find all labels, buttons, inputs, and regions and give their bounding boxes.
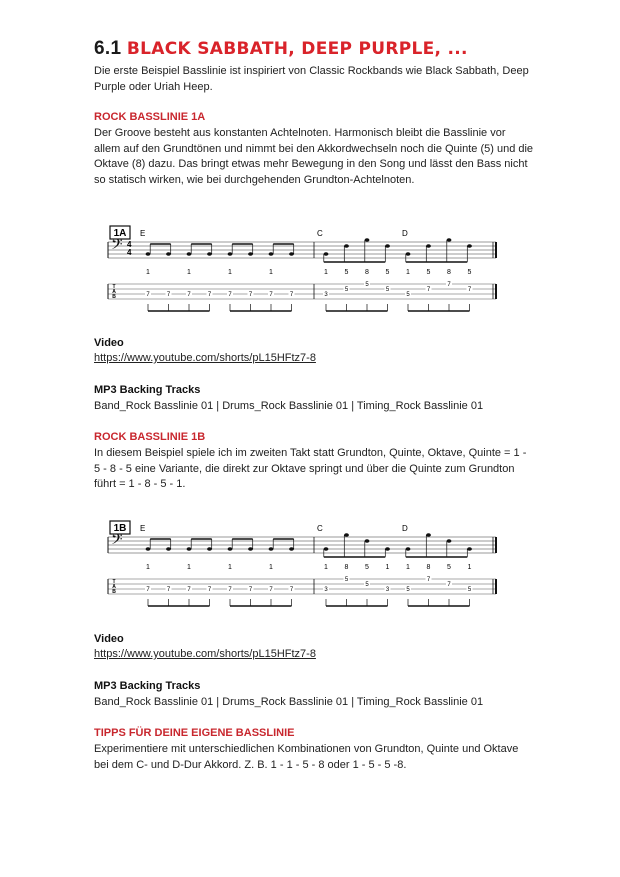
note-head [289, 252, 294, 256]
tab-label: 1A [113, 228, 127, 239]
chord-symbol: D [402, 524, 408, 533]
tab-fret: 3 [324, 587, 328, 593]
tips-title: TIPPS FÜR DEINE EIGENE BASSLINIE [94, 727, 295, 739]
tab-fret: 5 [365, 582, 369, 588]
note-head [146, 547, 151, 551]
note-head [269, 547, 274, 551]
note-head [406, 547, 411, 551]
section1-title: ROCK BASSLINIE 1A [94, 111, 206, 123]
note-head [248, 252, 253, 256]
interval-number: 1 [269, 269, 273, 276]
tab-fret: 7 [426, 577, 431, 583]
music-staff [108, 238, 496, 276]
note-head [269, 252, 274, 256]
tab-fret: 7 [207, 587, 212, 593]
tab-fret: 7 [146, 292, 150, 298]
section2-mp3-label: MP3 Backing Tracks [94, 680, 201, 692]
interval-number: 5 [365, 564, 369, 571]
note-head [406, 252, 411, 256]
tab-fret: 3 [385, 587, 390, 593]
note-head [187, 252, 192, 256]
note-head [207, 252, 212, 256]
interval-number: 1 [324, 269, 328, 276]
bass-clef-icon: 𝄢 [111, 236, 123, 256]
tab-letter: B [112, 294, 116, 300]
interval-number: 8 [365, 269, 369, 276]
tab-fret: 5 [365, 282, 369, 288]
interval-number: 5 [385, 269, 390, 276]
tab-fret: 5 [467, 587, 472, 593]
tab-fret: 5 [344, 577, 349, 583]
note-head [166, 252, 171, 256]
tab-fret: 7 [269, 587, 273, 593]
tab-label: 1B [113, 523, 127, 534]
music-staff [108, 533, 496, 571]
tab-fret: 7 [289, 587, 294, 593]
section2-video-label: Video [94, 633, 124, 645]
tab-fret: 7 [187, 587, 191, 593]
tab-fret: 5 [406, 587, 410, 593]
heading-number: 6.1 [94, 38, 122, 59]
intro-text: Die erste Beispiel Basslinie ist inspiriert von Classic Rockbands wie Black Sabbath, Deep Purple oder Uriah Heep. [94, 65, 529, 93]
note-head [207, 547, 212, 551]
interval-number: 1 [228, 269, 232, 276]
tab-fret: 7 [248, 587, 253, 593]
time-signature-bottom: 4 [127, 248, 132, 257]
interval-number: 5 [344, 269, 349, 276]
interval-number: 1 [228, 564, 232, 571]
tab-1a-notation [102, 222, 502, 322]
note-head [187, 547, 192, 551]
interval-number: 1 [187, 269, 191, 276]
note-head [447, 238, 452, 242]
note-head [228, 252, 233, 256]
note-head [447, 539, 452, 543]
interval-number: 5 [467, 269, 472, 276]
note-head [146, 252, 151, 256]
tab-1b-notation [102, 517, 502, 617]
tab-staff [108, 281, 496, 311]
tab-fret: 5 [406, 292, 410, 298]
tab-fret: 7 [228, 587, 232, 593]
tab-letter: A [112, 584, 116, 590]
chord-symbol: C [317, 524, 323, 533]
time-signature-top: 4 [127, 240, 132, 249]
note-head [365, 238, 370, 242]
note-head [289, 547, 294, 551]
note-head [248, 547, 253, 551]
interval-number: 1 [146, 564, 150, 571]
tab-fret: 7 [228, 292, 232, 298]
tab-fret: 3 [324, 292, 328, 298]
section1-mp3-tracks: Band_Rock Basslinie 01 | Drums_Rock Basslinie 01 | Timing_Rock Basslinie 01 [94, 400, 484, 412]
interval-number: 1 [467, 564, 472, 571]
interval-number: 1 [324, 564, 328, 571]
section2-text: In diesem Beispiel spiele ich im zweiten Takt statt Grundton, Quinte, Oktave, Quinte = 1 - 5 - 8 - 5 eine Variante, die direkt zur Oktave springt und über die Quinte zum Grundton führt = 1 - 8 - 5 - 1. [94, 447, 527, 491]
section1-video-label: Video [94, 337, 124, 349]
heading-title: BLACK SABBATH, DEEP PURPLE, ... [126, 39, 468, 59]
tab-fret: 5 [385, 287, 390, 293]
tab-fret: 7 [426, 287, 431, 293]
note-head [385, 547, 390, 551]
section2-title: ROCK BASSLINIE 1B [94, 431, 206, 443]
chord-symbol: C [317, 229, 323, 238]
tab-fret: 7 [146, 587, 150, 593]
tab-fret: 7 [166, 292, 171, 298]
tab-letter: T [112, 284, 116, 290]
interval-number: 1 [269, 564, 273, 571]
bass-clef-icon: 𝄢 [111, 531, 123, 551]
note-head [385, 244, 390, 248]
interval-number: 8 [344, 564, 349, 571]
interval-number: 8 [426, 564, 431, 571]
tab-fret: 7 [447, 582, 451, 588]
tab-letter: B [112, 589, 116, 595]
note-head [324, 252, 329, 256]
tips-text: Experimentiere mit unterschiedlichen Kombinationen von Grundton, Quinte und Oktave bei dem C- und D-Dur Akkord. Z. B. 1 - 1 - 5 - 8 oder 1 - 5 - 5 -8. [94, 743, 519, 771]
interval-number: 1 [406, 564, 410, 571]
section1-mp3-label: MP3 Backing Tracks [94, 384, 201, 396]
tab-fret: 7 [269, 292, 273, 298]
tab-letter: A [112, 289, 116, 295]
tab-fret: 5 [344, 287, 349, 293]
tab-fret: 7 [447, 282, 451, 288]
note-head [344, 533, 349, 537]
chord-symbol: E [140, 229, 146, 238]
tab-letter: T [112, 579, 116, 585]
section1-text: Der Groove besteht aus konstanten Achtelnoten. Harmonisch bleibt die Basslinie vor allem auf den Grundtönen und nimmt bei den Akkordwechseln noch die Quinte (5) und die Oktave (8) dazu. Das bringt etwas mehr Bewegung in den Song und lässt den Bass nicht so statisch wirken, wie bei durchgehenden Grundton-Achtelnoten. [94, 127, 534, 186]
tab-fret: 7 [166, 587, 171, 593]
interval-number: 5 [447, 564, 451, 571]
tab-fret: 7 [467, 287, 472, 293]
section1-video-link[interactable]: https://www.youtube.com/shorts/pL15HFtz7-8 [94, 352, 316, 364]
chord-symbol: E [140, 524, 146, 533]
tab-fret: 7 [207, 292, 212, 298]
tab-fret: 7 [187, 292, 191, 298]
interval-number: 1 [146, 269, 150, 276]
interval-number: 1 [187, 564, 191, 571]
note-head [365, 539, 370, 543]
tab-staff [108, 576, 496, 606]
interval-number: 5 [426, 269, 431, 276]
chord-symbol: D [402, 229, 408, 238]
note-head [467, 547, 472, 551]
note-head [467, 244, 472, 248]
tab-fret: 7 [248, 292, 253, 298]
note-head [426, 244, 431, 248]
note-head [324, 547, 329, 551]
tab-fret: 7 [289, 292, 294, 298]
note-head [344, 244, 349, 248]
section2-video-link[interactable]: https://www.youtube.com/shorts/pL15HFtz7-8 [94, 648, 316, 660]
section2-mp3-tracks: Band_Rock Basslinie 01 | Drums_Rock Basslinie 01 | Timing_Rock Basslinie 01 [94, 696, 484, 708]
interval-number: 8 [447, 269, 451, 276]
page-heading [94, 38, 468, 60]
interval-number: 1 [385, 564, 390, 571]
note-head [426, 533, 431, 537]
note-head [166, 547, 171, 551]
interval-number: 1 [406, 269, 410, 276]
note-head [228, 547, 233, 551]
